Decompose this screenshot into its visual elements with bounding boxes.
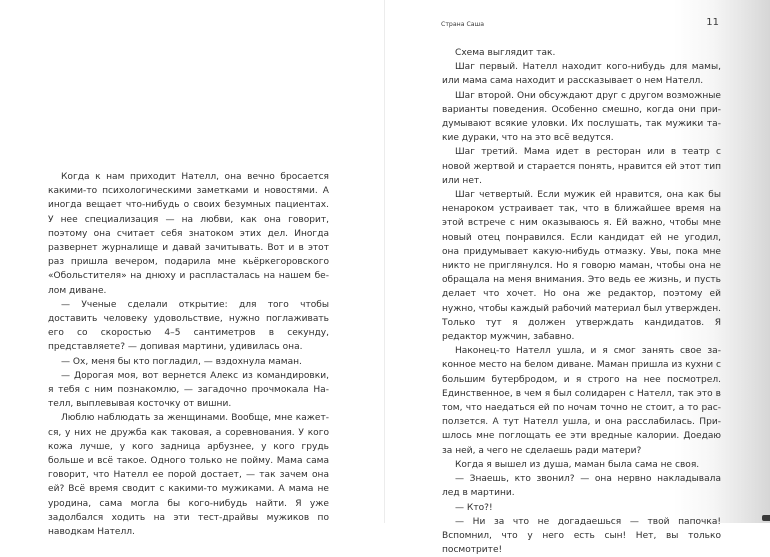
paragraph: Схема выглядит так. [455, 48, 556, 58]
left-page [0, 0, 384, 538]
right-page-text [442, 46, 721, 557]
paragraph: Когда я вышел из душа, маман была сама не своя. [455, 459, 700, 470]
paragraph: Люблю наблюдать за женщинами. Вообще, мне кажется, у них не дружба как таковая, а соревнования. У кого кожа лучше, у кого задница арбузнее, у кого грудь больше и всё такое. Одного только не пойму. Мама сама говорит, что Нателл ее порой достает, — так зачем она ей? Всё время сводит с какими-то мужиками. А мама не уродина, сама могла бы кого-нибудь найти. Я уже задолбался ходить на эти тест-драйвы мужиков по наводкам Нателл. [48, 413, 329, 538]
paragraph: Когда к нам приходит Нателл, она вечно бросается какими-то психологическими заметками и новостями. А иногда вещает что-нибудь о своих безумных пациентах. У нее специализация — на любви, как она говорит, поэтому она считает себя знатоком этих дел. Иногда развернет журналище и давай зачитывать. Вот и в этот раз пришла вечером, подарила мне кьёркегоровского «Обольстителя» на днюху и распласталась на нашем белом диване. [48, 172, 329, 296]
running-header [441, 17, 719, 31]
paragraph: Наконец-то Нателл ушла, и я смог занять свое законное место на белом диване. Маман пришла из кухни с большим бутербродом, и я строго на нее посмотрел. Единственное, в чем я был солидарен с Нателл, так это в том, что наедаться ей по ночам точно не стоит, а то расползется. А тут Нателл ушла, и она расслабилась. Пришлось мне поглощать ее эти вредные калории. Доедаю за ней, а чего не сделаешь ради матери? [442, 346, 721, 456]
running-title: Страна Саша [441, 21, 485, 28]
paragraph: — Ученые сделали открытие: для того чтобы доставить человеку удовольствие, нужно поглаживать его со скоростью 4–5 сантиметров в секунду, представляете? — допивая мартини, удивилась она. [48, 299, 329, 353]
paragraph: — Знаешь, кто звонил? — она нервно накладывала лед в мартини. [442, 474, 721, 499]
paragraph: Шаг четвертый. Если мужик ей нравится, она как бы ненароком устраивает так, что в ближайшее время на этой встрече с ним оказываюсь я. Ей важно, чтобы мне новый отец понравился. Если кандидат ей не угодил, она придумывает какую-нибудь отмазку. Увы, пока мне никто не приглянулся. Но я говорю маман, чтобы она не обращала на меня внимания. Это ведь ее жизнь, и пусть делает что хочет. Но она же редактор, поэтому ей нужно, чтобы каждый рабочий материал был утвержден. Только тут я должен утверждать кандидатов. Я редактор мужчин, забавно. [442, 190, 721, 343]
paragraph: Шаг первый. Нателл находит кого-нибудь для мамы, или мама сама находит и рассказывает о нем Нателл. [442, 62, 721, 87]
paragraph: Шаг третий. Мама идет в ресторан или в театр с новой жертвой и старается понять, нравится ей этот тип или нет. [442, 147, 721, 186]
paragraph: — Ни за что не догадаешься — твой папочка! Вспомнил, что у него есть сын! Нет, вы только посмотрите! [442, 516, 721, 556]
paragraph: Шаг второй. Они обсуждают друг с другом возможные варианты поведения. Особенно смешно, когда они придумывают всякие уловки. Их послушать, так мужики такие дураки, что на это всё ведутся. [442, 90, 721, 144]
page-number: 11 [706, 17, 719, 28]
page-corner-mark [762, 515, 770, 521]
paragraph: — Дорогая моя, вот вернется Алекс из командировки, я тебя с ним познакомлю, — загадочно прочмокала Нателл, выплевывая косточку от вишни. [48, 370, 329, 410]
paragraph: — Ох, меня бы кто погладил, — вздохнула маман. [61, 356, 302, 367]
left-page-text [48, 170, 329, 539]
paragraph: — Кто?! [455, 502, 493, 513]
